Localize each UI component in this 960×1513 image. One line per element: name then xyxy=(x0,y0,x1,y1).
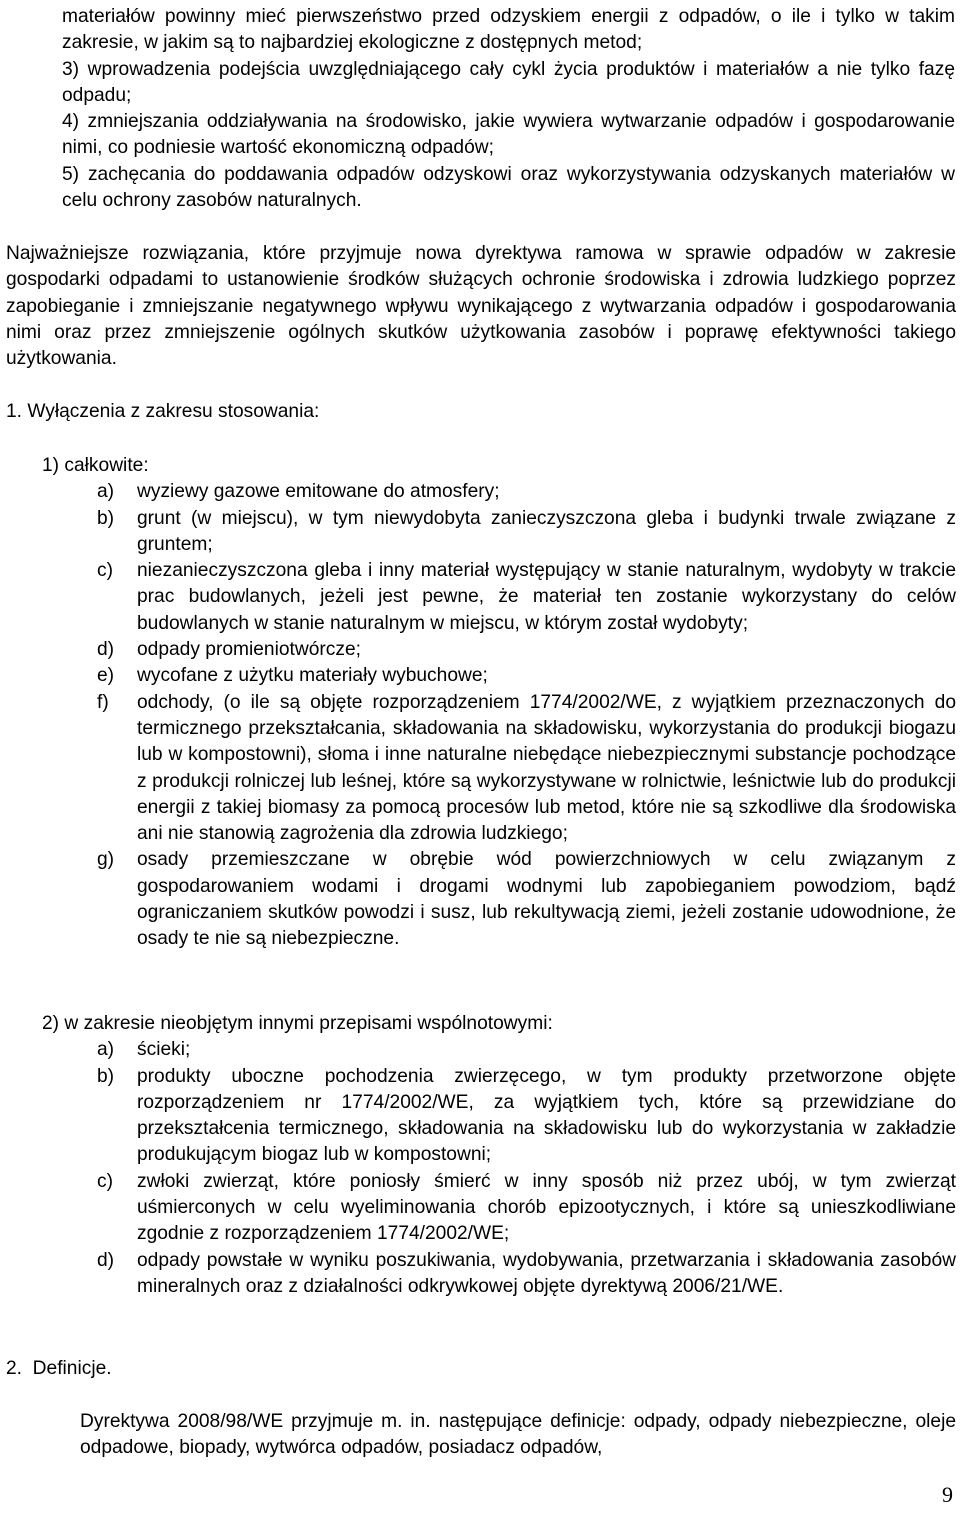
exclusion-group-2 xyxy=(42,1011,956,1300)
group-title xyxy=(42,1011,956,1037)
exclusion-group-1 xyxy=(42,453,956,953)
group-title-text: w zakresie nieobjętym innymi przepisami wspólnotowymi: xyxy=(64,1013,553,1034)
list-item: a) wyziewy gazowe emitowane do atmosfery; xyxy=(97,481,500,503)
intro-line: 3) wprowadzenia podejścia uwzględniającego cały cykl życia produktów i materiałów a nie tylko fazę odpadu; xyxy=(62,58,955,106)
list-item: a) ścieki; xyxy=(97,1039,191,1061)
group-label: 1) xyxy=(42,455,60,476)
page-number: 9 xyxy=(942,1482,953,1507)
intro-block xyxy=(62,4,955,214)
group-title xyxy=(42,453,956,479)
section1-heading: 1. Wyłączenia z zakresu stosowania: xyxy=(6,401,320,422)
list-item: c) zwłoki zwierząt, które poniosły śmierć w inny sposób niż przez ubój, w tym zwierząt uśmierconych w celu wyeliminowania chorób epizootycznych, i które są unieszkodliwiane zgodnie z rozporządzeniem 1774/2002/WE; xyxy=(97,1170,956,1245)
list-item: b) grunt (w miejscu), w tym niewydobyta zanieczyszczona gleba i budynki trwale związane z gruntem; xyxy=(97,507,956,555)
list-item: d) odpady powstałe w wyniku poszukiwania, wydobywania, przetwarzania i składowania zasobów mineralnych oraz z działalności odkrywkowej objęte dyrektywą 2006/21/WE. xyxy=(97,1249,956,1297)
section2-text: Dyrektywa 2008/98/WE przyjmuje m. in. następujące definicje: odpady, odpady niebezpieczne, oleje odpadowe, biopady, wytwórca odpadów, posiadacz odpadów, xyxy=(80,1411,956,1459)
list-item: d) odpady promieniotwórcze; xyxy=(97,639,361,661)
main-paragraph: Najważniejsze rozwiązania, które przyjmuje nowa dyrektywa ramowa w sprawie odpadów w zakresie gospodarki odpadami to ustanowienie środków służących ochronie środowiska i zdrowia ludzkiego poprzez zapobieganie i zmniejszanie negatywnego wpływu wynikającego z wytwarzania odpadów i gospodarowania nimi oraz przez zmniejszenie ogólnych skutków użytkowania zasobów i poprawę efektywności takiego użytkowania. xyxy=(6,243,956,370)
list-item: b) produkty uboczne pochodzenia zwierzęcego, w tym produkty przetworzone objęte rozporządzeniem nr 1774/2002/WE, za wyjątkiem tych, które są przewidziane do przekształcenia termicznego, składowania na składowisku lub do wykorzystania w zakładzie produkującym biogaz lub w kompostowni; xyxy=(97,1065,956,1166)
section2-heading: 2. Definicje. xyxy=(6,1358,112,1379)
intro-line: materiałów powinny mieć pierwszeństwo przed odzyskiem energii z odpadów, o ile i tylko w takim zakresie, w jakim są to najbardziej ekologiczne z dostępnych metod; xyxy=(62,6,955,54)
list-item: e) wycofane z użytku materiały wybuchowe; xyxy=(97,665,488,687)
list-item: f) odchody, (o ile są objęte rozporządzeniem 1774/2002/WE, z wyjątkiem przeznaczonych do termicznego przekształcania, składowania na składowisku, wykorzystania do produkcji biogazu lub w kompostowni), słoma i inne naturalne niebędące niebezpiecznymi substancje pochodzące z produkcji rolniczej lub leśnej, które są wykorzystywane w rolnictwie, leśnictwie lub do produkcji energii z takiej biomasy za pomocą procesów lub metod, które nie są szkodliwe dla środowiska ani nie stanowią zagrożenia dla zdrowia ludzkiego; xyxy=(97,691,956,845)
list-item: c) niezanieczyszczona gleba i inny materiał występujący w stanie naturalnym, wydobyty w trakcie prac budowlanych, jeżeli jest pewne, że materiał ten zostanie wykorzystany do celów budowlanych w stanie naturalnym w miejscu, w którym został wydobyty; xyxy=(97,560,956,634)
intro-line: 4) zmniejszania oddziaływania na środowisko, jakie wywiera wytwarzanie odpadów i gospodarowanie nimi, co podniesie wartość ekonomiczną odpadów; xyxy=(62,111,955,159)
group-label: 2) xyxy=(42,1013,60,1034)
list-item: g) osady przemieszczane w obrębie wód powierzchniowych w celu związanym z gospodarowaniem wodami i drogami wodnymi lub zapobieganiem powodziom, bądź ograniczaniem skutków powodzi i susz, lub rekultywacją ziemi, jeżeli zostanie udowodnione, że osady te nie są niebezpieczne. xyxy=(97,849,956,950)
group-title-text: całkowite: xyxy=(64,455,149,476)
intro-line: 5) zachęcania do poddawania odpadów odzyskowi oraz wykorzystywania odzyskanych materiałów w celu ochrony zasobów naturalnych. xyxy=(62,163,955,212)
